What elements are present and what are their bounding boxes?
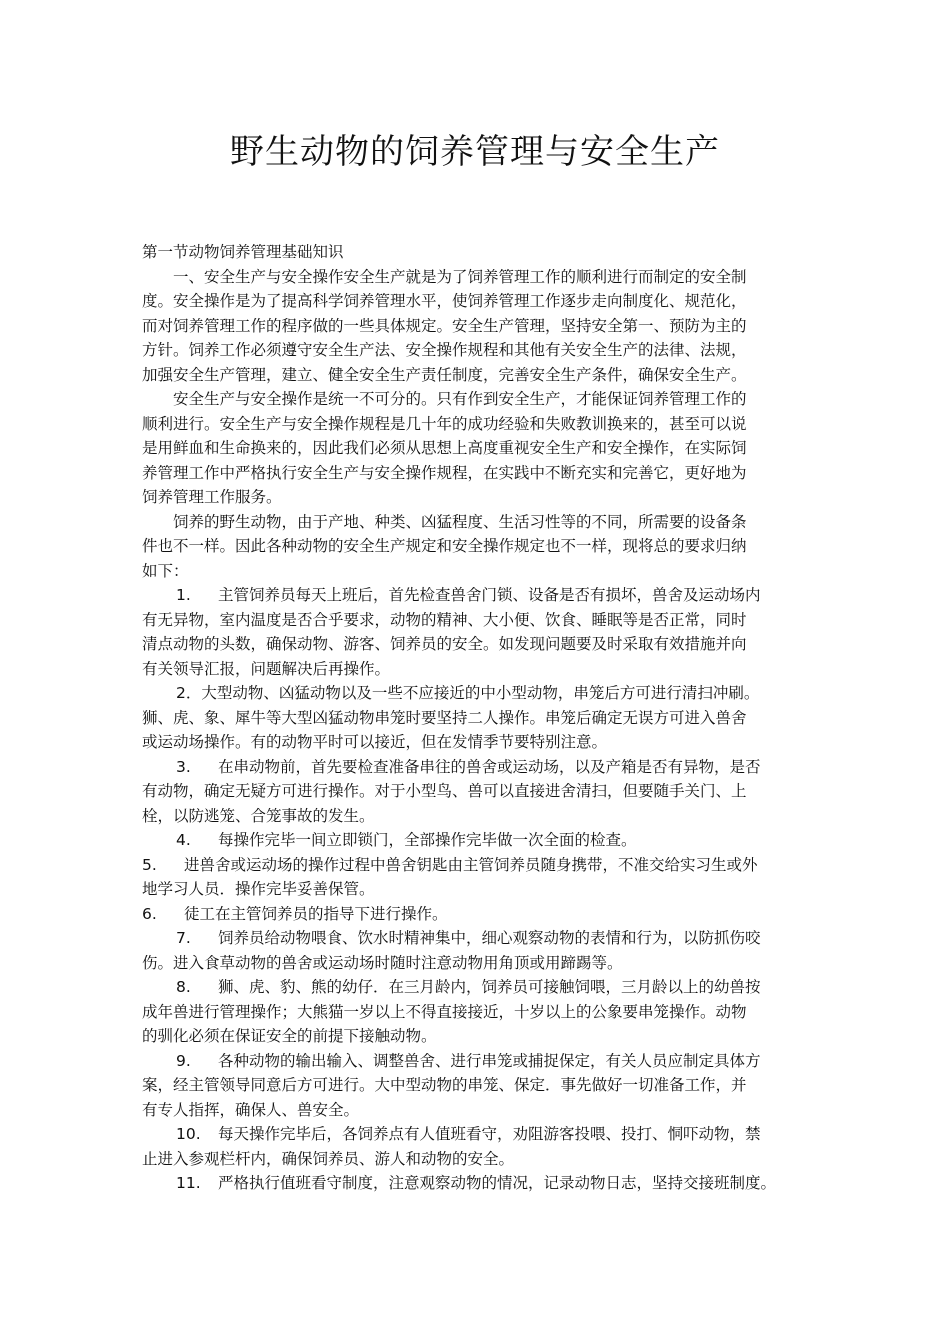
list-item	[142, 853, 826, 878]
paragraph-line: 或运动场操作。有的动物平时可以接近，但在发情季节要特别注意。	[142, 733, 608, 751]
list-number: 8.	[176, 978, 191, 996]
paragraph-line: 度。安全操作是为了提高科学饲养管理水平，使饲养管理工作逐步走向制度化、规范化，	[142, 292, 747, 310]
list-item-text: 每天操作完毕后，各饲养点有人值班看守，劝阻游客投喂、投打、恫吓动物，禁	[218, 1125, 761, 1143]
paragraph-line: 加强安全生产管理，建立、健全安全生产责任制度，完善安全生产条件，确保安全生产。	[142, 365, 747, 384]
list-number: 10.	[176, 1125, 201, 1143]
paragraph-line: 养管理工作中严格执行安全生产与安全操作规程，在实践中不断充实和完善它，更好地为	[142, 463, 747, 482]
list-number: 3.	[176, 757, 191, 776]
list-item	[142, 902, 826, 927]
list-item	[142, 828, 826, 853]
list-item	[142, 583, 826, 608]
paragraph-line: 饲养管理工作服务。	[142, 488, 282, 506]
paragraph-line: 方针。饲养工作必须遵守安全生产法、安全操作规程和其他有关安全生产的法律、法规，	[142, 341, 747, 359]
paragraph-line: 安全生产与安全操作是统一不可分的。只有作到安全生产，才能保证饲养管理工作的	[173, 390, 747, 408]
list-item	[142, 1122, 826, 1147]
paragraph-line: 是用鲜血和生命换来的，因此我们必须从思想上高度重视安全生产和安全操作，在实际饲	[142, 439, 747, 457]
list-item-text: 严格执行值班看守制度，注意观察动物的情况，记录动物日志，坚持交接班制度。	[218, 1174, 777, 1192]
paragraph-line: 伤。进入食草动物的兽舍或运动场时随时注意动物用角顶或用蹄踢等。	[142, 953, 623, 972]
list-item-text: 狮、虎、豹、熊的幼仔．在三月龄内，饲养员可接触饲喂，三月龄以上的幼兽按	[218, 978, 761, 996]
paragraph-line: 如下：	[142, 561, 189, 580]
list-item	[142, 755, 826, 780]
paragraph-line: 狮、虎、象、犀牛等大型凶猛动物串笼时要坚持二人操作。串笼后确定无误方可进入兽舍	[142, 708, 747, 727]
paragraph-line: 一、安全生产与安全操作安全生产就是为了饲养管理工作的顺利进行而制定的安全制	[173, 267, 747, 286]
paragraph-line: 有无异物，室内温度是否合乎要求，动物的精神、大小便、饮食、睡眠等是否正常，同时	[142, 610, 747, 629]
list-item-text: 饲养员给动物喂食、饮水时精神集中，细心观察动物的表情和行为，以防抓伤咬	[218, 929, 761, 947]
list-item-text: 进兽舍或运动场的操作过程中兽舍钥匙由主管饲养员随身携带，不准交给实习生或外	[184, 855, 758, 874]
list-item-text: 主管饲养员每天上班后，首先检查兽舍门锁、设备是否有损坏，兽舍及运动场内	[218, 586, 761, 604]
paragraph-line: 清点动物的头数，确保动物、游客、饲养员的安全。如发现问题要及时采取有效措施并向	[142, 635, 747, 653]
list-item-text: 在串动物前，首先要检查准备串往的兽舍或运动场，以及产箱是否有异物，是否	[218, 757, 761, 776]
list-number: 7.	[176, 929, 191, 947]
paragraph-line: 顺利进行。安全生产与安全操作规程是几十年的成功经验和失败教训换来的，甚至可以说	[142, 414, 747, 433]
list-item	[142, 926, 826, 951]
paragraph-line: 成年兽进行管理操作；大熊猫一岁以上不得直接接近，十岁以上的公象要串笼操作。动物	[142, 1002, 747, 1021]
list-number: 6.	[142, 904, 157, 923]
section-heading: 第一节动物饲养管理基础知识	[142, 243, 344, 261]
list-item-text: 徒工在主管饲养员的指导下进行操作。	[184, 904, 448, 923]
paragraph-line: 栓，以防逃笼、合笼事故的发生。	[142, 806, 375, 825]
paragraph-line: 饲养的野生动物，由于产地、种类、凶猛程度、生活习性等的不同，所需要的设备条	[173, 512, 747, 531]
list-number: 5.	[142, 855, 157, 874]
document-body	[142, 240, 826, 1196]
list-item-text: 每操作完毕一间立即锁门，全部操作完毕做一次全面的检查。	[218, 831, 637, 849]
paragraph-line: 有专人指挥，确保人、兽安全。	[142, 1100, 360, 1119]
list-item	[142, 1171, 826, 1196]
paragraph-line: 地学习人员．操作完毕妥善保管。	[142, 880, 375, 898]
list-item: 2．大型动物、凶猛动物以及一些不应接近的中小型动物，串笼后方可进行清扫冲刷。	[176, 684, 760, 702]
list-number: 11.	[176, 1174, 201, 1192]
list-item-text: 各种动物的输出输入、调整兽舍、进行串笼或捕捉保定，有关人员应制定具体方	[218, 1051, 761, 1070]
paragraph-line: 有动物，确定无疑方可进行操作。对于小型鸟、兽可以直接进舍清扫，但要随手关门、上	[142, 782, 747, 800]
list-number: 1.	[176, 586, 191, 604]
paragraph-line: 案，经主管领导同意后方可进行。大中型动物的串笼、保定．事先做好一切准备工作，并	[142, 1076, 747, 1094]
paragraph-line: 止进入参观栏杆内，确保饲养员、游人和动物的安全。	[142, 1149, 515, 1168]
list-item	[142, 975, 826, 1000]
paragraph-line: 而对饲养管理工作的程序做的一些具体规定。安全生产管理，坚持安全第一、预防为主的	[142, 316, 747, 335]
paragraph-line: 有关领导汇报，问题解决后再操作。	[142, 659, 391, 678]
paragraph-line: 的驯化必须在保证安全的前提下接触动物。	[142, 1027, 437, 1045]
list-item	[142, 1049, 826, 1074]
list-number: 4.	[176, 831, 191, 849]
paragraph-line: 件也不一样。因此各种动物的安全生产规定和安全操作规定也不一样，现将总的要求归纳	[142, 537, 747, 555]
list-number: 9.	[176, 1051, 191, 1070]
document-title: 野生动物的饲养管理与安全生产	[230, 132, 720, 172]
